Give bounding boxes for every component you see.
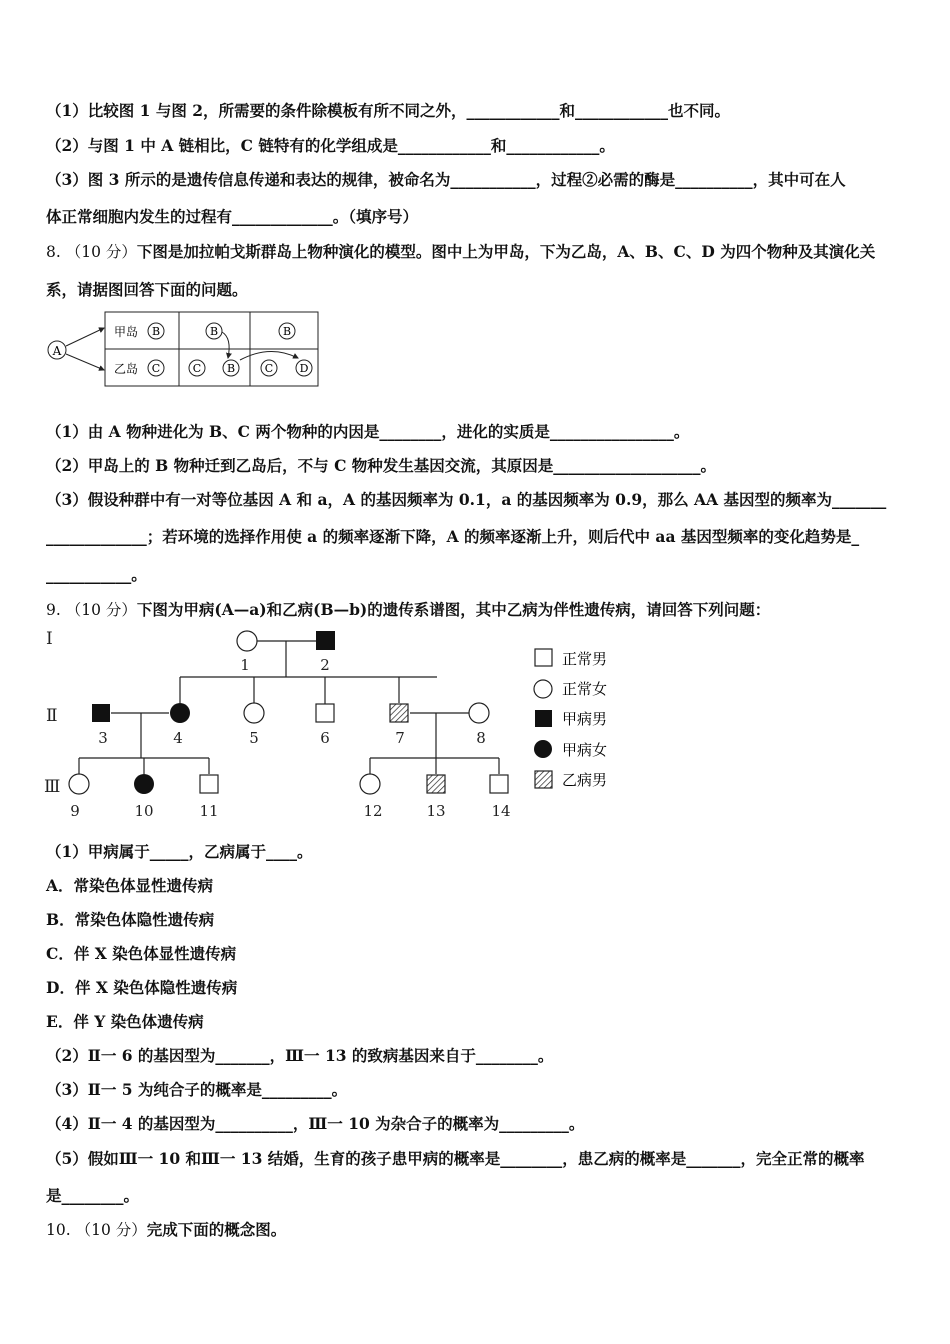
label-1: 1 <box>240 656 250 674</box>
legend-normal-female: 正常女 <box>562 680 608 698</box>
speciation-diagram <box>44 308 324 390</box>
legend-normal-female-symbol <box>534 680 552 698</box>
svg-text:B: B <box>209 325 219 338</box>
q8-score: （10 分） <box>65 243 137 261</box>
q9-stem: 下图为甲病(A—a)和乙病(B—b)的遗传系谱图，其中乙病为伴性遗传病，请回答下列问题： <box>136 600 771 619</box>
svg-text:B: B <box>151 325 161 338</box>
pedigree-legend <box>534 649 607 789</box>
label-8: 8 <box>476 729 486 747</box>
label-12: 12 <box>363 802 383 820</box>
legend-jia-male: 甲病男 <box>562 710 608 728</box>
q10-stem: 完成下面的概念图。 <box>146 1220 287 1239</box>
label-5: 5 <box>249 729 259 747</box>
species-d-col3 <box>296 360 312 376</box>
q8-sub3-line1: （3）假设种群中有一对等位基因 A 和 a，A 的基因频率为 0.1，a 的基因频率为 0.9，那么 AA 基因型的频率为_______ <box>46 490 887 509</box>
legend-jia-female-symbol <box>534 740 552 758</box>
q7-sub2: （2）与图 1 中 A 链相比，C 链特有的化学组成是____________和____________。 <box>46 136 615 155</box>
legend-normal-male-symbol <box>535 649 552 666</box>
svg-text:B: B <box>282 325 292 338</box>
species-c-col3 <box>261 360 277 376</box>
q9-option-e: E．伴 Y 染色体遗传病 <box>46 1012 204 1031</box>
species-b-col1 <box>148 323 164 339</box>
q9-stem-line <box>46 600 770 620</box>
q9-sub3: （3）Ⅱ一 5 为纯合子的概率是_________。 <box>46 1080 348 1099</box>
individual-III-12 <box>360 774 380 794</box>
individual-I-2 <box>316 631 335 650</box>
label-7: 7 <box>395 729 405 747</box>
q9-option-d: D．伴 X 染色体隐性遗传病 <box>46 978 238 997</box>
species-b-col2-bottom <box>223 360 239 376</box>
q9-option-a: A．常染色体显性遗传病 <box>46 876 214 895</box>
individual-II-4 <box>170 703 190 723</box>
label-14: 14 <box>491 802 511 820</box>
label-3: 3 <box>98 729 108 747</box>
q8-sub3-line2: _____________；若环境的选择作用使 a 的频率逐渐下降，A 的频率逐渐上升，则后代中 aa 基因型频率的变化趋势是_ <box>46 527 860 546</box>
individual-III-11 <box>200 775 218 793</box>
label-11: 11 <box>199 802 219 820</box>
individual-II-3 <box>92 704 110 722</box>
island-jia-label: 甲岛 <box>114 325 139 339</box>
q7-sub3-line2: 体正常细胞内发生的过程有_____________。（填序号） <box>46 207 419 226</box>
island-yi-label: 乙岛 <box>114 362 139 376</box>
label-4: 4 <box>173 729 183 747</box>
label-6: 6 <box>320 729 330 747</box>
q9-sub5-line2: 是________。 <box>46 1186 140 1205</box>
individual-II-8 <box>469 703 489 723</box>
species-c-col1 <box>148 360 164 376</box>
q8-stem: 下图是加拉帕戈斯群岛上物种演化的模型。图中上为甲岛，下为乙岛，A、B、C、D 为四个物种及其演化关 <box>136 242 876 261</box>
svg-text:D: D <box>299 362 309 375</box>
q8-sub1: （1）由 A 物种进化为 B、C 两个物种的内因是________，进化的实质是________________。 <box>46 422 690 441</box>
q8-stem-line2: 系，请据图回答下面的问题。 <box>46 280 248 299</box>
individual-III-9 <box>69 774 89 794</box>
migration-arrow <box>222 332 229 358</box>
q9-sub4: （4）Ⅱ一 4 的基因型为__________，Ⅲ一 10 为杂合子的概率为_________。 <box>46 1114 585 1133</box>
pedigree-chart <box>40 624 640 824</box>
individual-III-14 <box>490 775 508 793</box>
evolution-arrow <box>240 351 298 360</box>
individual-I-1 <box>237 631 257 651</box>
individual-III-10 <box>134 774 154 794</box>
arrow-to-top-island <box>66 328 104 346</box>
q9-option-b: B．常染色体隐性遗传病 <box>46 910 215 929</box>
q10-stem-line <box>46 1220 286 1240</box>
q7-sub3-line1: （3）图 3 所示的是遗传信息传递和表达的规律，被命名为___________，过程②必需的酶是__________，其中可在人 <box>46 170 846 189</box>
q10-number: 10. <box>46 1221 71 1239</box>
q8-stem-line1 <box>46 242 875 262</box>
svg-text:C: C <box>192 362 202 375</box>
individual-II-6 <box>316 704 334 722</box>
legend-normal-male: 正常男 <box>562 650 608 668</box>
q8-sub3-line3: ___________。 <box>46 565 147 584</box>
arrow-to-bottom-island <box>66 354 104 370</box>
svg-text:A: A <box>52 344 62 358</box>
label-9: 9 <box>70 802 80 820</box>
legend-jia-female: 甲病女 <box>562 741 608 759</box>
gen-label-1: Ⅰ <box>46 629 53 649</box>
svg-text:C: C <box>151 362 161 375</box>
q9-sub1: （1）甲病属于_____，乙病属于____。 <box>46 842 313 861</box>
species-b-col2-top <box>206 323 222 339</box>
legend-jia-male-symbol <box>535 710 552 727</box>
q9-sub2: （2）Ⅱ一 6 的基因型为_______，Ⅲ一 13 的致病基因来自于________。 <box>46 1046 554 1065</box>
label-2: 2 <box>320 656 330 674</box>
q9-score: （10 分） <box>65 601 137 619</box>
gen-label-2: Ⅱ <box>46 706 58 726</box>
q8-sub2: （2）甲岛上的 B 物种迁到乙岛后，不与 C 物种发生基因交流，其原因是___________________。 <box>46 456 717 475</box>
label-13: 13 <box>426 802 446 820</box>
individual-II-7 <box>390 704 408 722</box>
svg-text:B: B <box>226 362 236 375</box>
svg-text:C: C <box>264 362 274 375</box>
species-b-col3 <box>279 323 295 339</box>
gen-label-3: Ⅲ <box>44 777 61 797</box>
individual-II-5 <box>244 703 264 723</box>
origin-species-a <box>48 341 66 359</box>
label-10: 10 <box>134 802 154 820</box>
q9-number: 9. <box>46 601 61 619</box>
species-c-col2 <box>189 360 205 376</box>
individual-III-13 <box>427 775 445 793</box>
legend-yi-male-symbol <box>535 771 552 788</box>
q9-sub5-line1: （5）假如Ⅲ一 10 和Ⅲ一 13 结婚，生育的孩子患甲病的概率是________，患乙病的概率是_______，完全正常的概率 <box>46 1149 865 1168</box>
q7-sub1: （1）比较图 1 与图 2，所需要的条件除模板有所不同之外，____________和____________也不同。 <box>46 101 731 120</box>
q8-number: 8. <box>46 243 61 261</box>
q9-option-c: C．伴 X 染色体显性遗传病 <box>46 944 237 963</box>
legend-yi-male: 乙病男 <box>562 771 608 789</box>
q10-score: （10 分） <box>75 1221 147 1239</box>
